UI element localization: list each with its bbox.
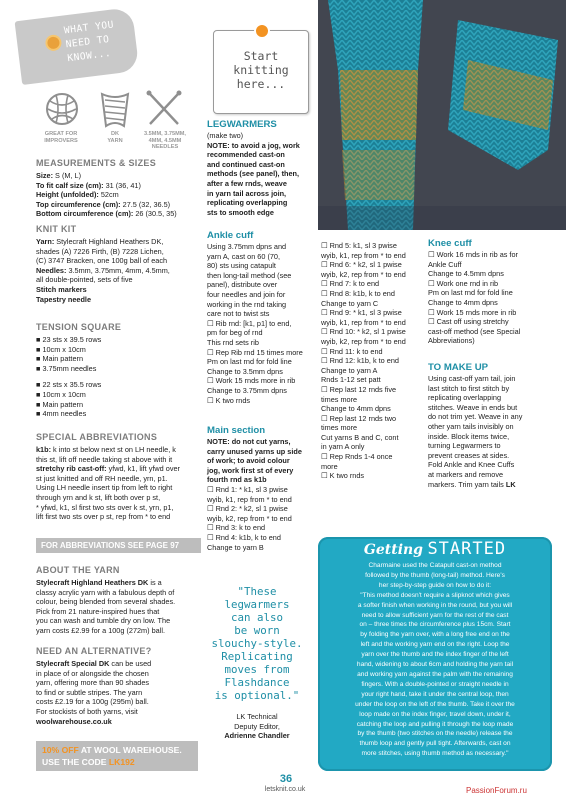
text-line: ☐ Rnd 4: k1b, k to end [207, 532, 281, 542]
text-line: This rnd sets rib [207, 337, 259, 347]
text-line [36, 445, 204, 455]
promo-banner [36, 741, 198, 771]
page-number: 36 [279, 773, 293, 785]
caption-line: DK [110, 131, 120, 137]
text-line: 80) sts using catapult [207, 261, 276, 271]
abbreviations-banner: FOR ABBREVIATIONS SEE PAGE 97 [36, 538, 201, 553]
text-line: ☐ Rep last 12 rnds two [321, 413, 397, 423]
text: markers. Trim yarn tails [428, 479, 504, 489]
text-line: Change to 4mm dpns [428, 297, 498, 307]
main-section-lines [207, 485, 319, 552]
caption-line: YARN [107, 137, 123, 144]
value: Main pattern [42, 354, 83, 364]
tension-item: ■ 4mm needles [36, 409, 87, 419]
text-line [36, 464, 204, 474]
promo-line [42, 756, 198, 768]
caption-line: 4MM, 4.5MM [148, 137, 182, 144]
text-line [36, 578, 204, 588]
section-heading: TENSION SQUARE [36, 322, 122, 332]
text-line: her step-by-step guide on how to do it: [378, 581, 492, 589]
text-line: hand, widening to about 6cm and holding the yarn tail [356, 661, 514, 669]
text-line: wyib, k2, rep from * to end [207, 513, 292, 523]
tension-item: ■ Main pattern [36, 399, 83, 409]
text-line: need to allow sufficient yarn for the rest of the cast [361, 611, 509, 619]
yarn-skein-icon [98, 90, 132, 130]
text-line: Change to 4.5mm dpns [428, 269, 504, 279]
text-line: Charmaine used the Catapult cast-on method [368, 562, 502, 569]
text-line: Pm on last rnd for fold line [428, 288, 513, 298]
value: 4mm needles [42, 409, 87, 419]
text-line: Change to 4mm dpns [321, 404, 391, 414]
note-line: methods (see panel), then, [207, 169, 300, 179]
tension-item: ■ 22 sts x 35.5 rows [36, 380, 102, 390]
label: Top circumference (cm): [36, 199, 121, 209]
section-heading: TO MAKE UP [428, 362, 489, 373]
value: 3.75mm needles [42, 363, 97, 373]
text-line: all double-pointed, sets of five [36, 275, 133, 285]
text-line: Rnds 1-12 set patt [321, 375, 381, 385]
text-line: ☐ Rnd 5: k1, sl 3 pwise [321, 241, 397, 250]
text-line: on – three times the circumference plus 15cm. Start [359, 621, 511, 629]
text-line: wyib, k2, rep from * to end [321, 269, 406, 279]
abbreviations-section [36, 432, 204, 522]
section-heading: MEASUREMENTS & SIZES [36, 158, 157, 168]
quote-line: "These [237, 585, 277, 598]
tag-text [63, 16, 134, 66]
text-line: and working yarn against the palm with the remaining [357, 670, 513, 678]
text-line: Using 3.75mm dpns and [207, 242, 287, 251]
tension-item: ■ 10cm x 10cm [36, 344, 86, 354]
yarn-ball-icon [44, 92, 80, 126]
value: 23 sts x 39.5 rows [42, 335, 102, 344]
ankle-cuff-lines [207, 242, 319, 405]
text-line: catching the loop and pulling it through the loop made [356, 720, 514, 728]
text-line: st just knitted and off RH needle, yrn, p1. [36, 473, 168, 483]
label: To fit calf size (cm): [36, 180, 104, 190]
text-line: yarn costs £2.99 for a 100g (272m) ball. [36, 625, 165, 635]
label: Size: [36, 171, 54, 180]
text-line: prevent creases at sides. [428, 450, 510, 460]
knee-cuff-section [428, 238, 538, 346]
text-line: Using cast-off yarn tail, join [428, 374, 516, 383]
value: 10cm x 10cm [42, 389, 86, 399]
text-line: Change to 3.75mm dpns [207, 385, 287, 395]
text-line: ☐ Rnd 3: k to end [207, 523, 266, 533]
text-line: ☐ Rnd 1: * k1, sl 3 pwise [207, 484, 288, 494]
make-up-lines [428, 374, 540, 489]
tag-line: WHAT YOU [63, 19, 115, 37]
text-line: working in the rnd taking [207, 299, 287, 309]
tag-line: NEED TO [65, 34, 111, 51]
knee-cuff-lines [428, 250, 538, 346]
caption-line: NEEDLES [151, 144, 179, 150]
text-line: at markers and remove [428, 469, 504, 479]
label: Yarn: [36, 237, 55, 246]
text-line: Change to yarn C [321, 298, 379, 308]
text-line: wyib, k1, rep from * to end [207, 494, 292, 504]
quote-attribution [207, 712, 307, 741]
icon-caption [92, 131, 138, 144]
text-line: wyib, k2, rep from * to end [321, 336, 406, 346]
measurement-row [36, 171, 196, 181]
text-line: ☐ Rep Rnds 1-4 once [321, 452, 393, 462]
caption-line: GREAT FOR [44, 131, 78, 137]
text-line: ☐ Work 15 rnds more in rib [428, 307, 517, 317]
main-section [207, 425, 319, 552]
value: 26 (30.5, 35) [133, 209, 177, 219]
icon-caption [136, 131, 194, 151]
start-tag-text [214, 49, 308, 91]
text-line: classy acrylic yarn with a fabulous depth of [36, 587, 175, 597]
text-line: you can wash and tumble dry on low. The [36, 616, 171, 626]
text-line: under the loop on the left of the thumb. Take it over the [355, 700, 515, 708]
tag-line: KNOW... [66, 47, 112, 65]
legwarmers-photo [318, 0, 566, 230]
note-line: NOTE: do not cut yarns, [207, 437, 291, 446]
text-line: in place of or alongside the chosen [36, 668, 149, 678]
bold-term: Stylecraft Special DK [36, 659, 110, 668]
value: 10cm x 10cm [42, 344, 86, 354]
text-line: through yrn and k st, lift both over p st, [36, 492, 161, 502]
getting-started-panel [318, 537, 552, 771]
tension-item: ■ 3.75mm needles [36, 363, 97, 373]
text-line: four needles and join for [207, 289, 286, 299]
alternative-section [36, 646, 204, 726]
text-line: Change to yarn B [207, 542, 264, 552]
label: Needles: [36, 265, 67, 275]
text-line: turning Legwarmers to [428, 441, 501, 451]
text-line: Pick from 21 nature-inspired hues that [36, 606, 160, 616]
text-line: loop made on the index finger, travel down, under it, [359, 710, 511, 718]
value: Main pattern [42, 399, 83, 409]
ankle-cuff-section [207, 230, 319, 405]
text-line: ☐ Rnd 2: * k2, sl 1 pwise [207, 504, 288, 514]
text-line: fingers. With a double-pointed or straight needle in [361, 680, 509, 688]
text-line: other yarn tails invisibly on [428, 421, 514, 431]
value: S (M, L) [53, 171, 82, 180]
text-line: last stitch to first stitch by [428, 383, 510, 393]
attr-name: Adrienne Chandler [224, 731, 290, 741]
section-heading: Main section [207, 425, 266, 436]
measurements-section [36, 158, 196, 219]
quote-line: Replicating [221, 650, 293, 663]
text-line: colour, being blended from several shades. [36, 597, 176, 607]
panel-body [320, 561, 550, 759]
tag-line: here... [236, 77, 286, 91]
panel-title [318, 539, 552, 559]
text-line: ☐ Rnd 10: * k2, sl 1 pwise [321, 327, 406, 337]
text: can be used [109, 659, 152, 668]
text-line: ☐ Rnd 12: k1b, k to end [321, 356, 399, 366]
text-line: your right hand, take it under the central loop, then [361, 690, 509, 698]
text-line [428, 480, 540, 490]
text-line: stitches. Weave in ends but [428, 402, 518, 412]
text-line: ☐ Work 16 rnds in rib as for [428, 250, 518, 259]
tag-line: knitting [233, 63, 289, 77]
measurement-row [36, 200, 196, 210]
text-line: to find or subtle stripes. The yarn [36, 687, 143, 697]
quote-line: is optional." [214, 689, 300, 702]
text-line: ☐ Rnd 9: * k1, sl 3 pwise [321, 308, 402, 318]
about-yarn-section [36, 565, 204, 636]
bold-term: stretchy rib cast-off: [36, 464, 107, 474]
text-line: wyib, k1, rep from * to end [321, 317, 406, 327]
tag-hole [45, 34, 63, 52]
pattern-rounds [321, 241, 426, 481]
text-line [36, 266, 201, 276]
value: 3.5mm, 3.75mm, 4mm, 4.5mm, [66, 265, 170, 275]
text-line: Change to yarn A [321, 365, 378, 375]
value: 22 sts x 35.5 rows [42, 380, 102, 390]
text: yfwd, k1, lift yfwd over [106, 464, 180, 474]
measurement-row [36, 181, 196, 191]
text-line: times more [321, 423, 358, 433]
text-line: Ankle Cuff [428, 259, 462, 269]
measurement-row [36, 209, 196, 219]
text-line: cast-off method (see Special [428, 326, 521, 336]
quote-line: legwarmers [224, 598, 290, 611]
pull-quote [205, 585, 309, 702]
text-line: pm for beg of rnd [207, 328, 263, 338]
measurement-row [36, 190, 196, 200]
bold-term: k1b: [36, 445, 52, 454]
text-line: times more [321, 394, 358, 404]
needles-icon [144, 90, 184, 128]
text-line: ☐ Cast off using stretchy [428, 317, 509, 327]
watermark: PassionForum.ru [466, 786, 527, 795]
text-line: by the thumb (two stitches on the needle) release the [357, 730, 513, 738]
text-line: For stockists of both yarns, visit [36, 706, 138, 716]
text-line: ☐ Rnd 8: k1b, k to end [321, 288, 395, 298]
text-line [36, 659, 204, 669]
text-line: this st, lift off needle taking st above with it [36, 454, 173, 464]
promo-code: LK192 [108, 757, 135, 767]
text-line: care not to twist sts [207, 309, 270, 319]
section-heading: KNIT KIT [36, 224, 77, 234]
text-line: * yfwd, k1, sl first two sts over k st, yrn, p1, [36, 502, 174, 512]
note-line: NOTE: to avoid a jog, work [207, 140, 300, 150]
note-line: sts to smooth edge [207, 207, 274, 217]
text-line: left and the working yarn end on the right. Loop the [360, 641, 510, 649]
section-heading: ABOUT THE YARN [36, 565, 120, 575]
tag-line: Start [243, 49, 279, 63]
note-line: jog, work first st of every [207, 465, 294, 475]
end-mark: LK [505, 479, 516, 489]
section-heading: Knee cuff [428, 238, 472, 249]
need-tag [15, 7, 140, 85]
text-line: Cut yarns B and C, cont [321, 432, 399, 442]
text-line: (C) 3747 Bracken, one 100g ball of each [36, 256, 168, 266]
text-line: Fold Ankle and Knee Cuffs [428, 460, 515, 470]
note-line: carry unused yarns up side [207, 446, 302, 456]
quote-line: slouchy-style. [211, 637, 303, 650]
title-script: Getting [363, 542, 423, 558]
text-line: "This method doesn't require a slipknot which gives [360, 591, 510, 599]
text-line: ☐ Rnd 11: k to end [321, 346, 383, 356]
quote-line: Flashdance [224, 676, 290, 689]
note-line: replicating overlapping [207, 198, 288, 208]
text-line: yarn, offering more than 90 shades [36, 678, 150, 688]
tension-item: ■ 23 sts x 39.5 rows [36, 335, 102, 344]
note-line: recommended cast-on [207, 150, 285, 160]
text-line: yarn A, cast on 60 (70, [207, 251, 281, 261]
quote-line: can also [230, 611, 283, 624]
value: 52cm [98, 190, 119, 200]
text-line: Using LH needle insert tip from left to right [36, 483, 173, 493]
text-line: by folding the yarn over, with a long free end on the [360, 631, 510, 639]
text-line: then long-tail method (see [207, 270, 292, 280]
note-line: after a few rnds, weave [207, 178, 287, 188]
text-line: more stitches, using thumb method as necessary." [361, 750, 509, 758]
promo-highlight: 10% OFF [42, 745, 79, 755]
make-up-section [428, 362, 540, 489]
text-line: ☐ Rnd 7: k to end [321, 279, 380, 289]
label: Height (unfolded): [36, 190, 99, 200]
text-line: wyib, k1, rep from * to end [321, 250, 406, 260]
text-line: Stitch markers [36, 284, 87, 294]
promo-text: USE THE CODE [42, 757, 109, 767]
tag-hole [254, 23, 270, 39]
text-line: ☐ Rep last 12 rnds five [321, 384, 397, 394]
caption-line: 3.5MM, 3.75MM, [144, 131, 186, 137]
text-line: Change to 3.5mm dpns [207, 366, 283, 376]
website-link[interactable]: woolwarehouse.co.uk [36, 716, 112, 726]
value: 27.5 (32, 36.5) [120, 199, 171, 209]
note-line: in yarn tail across join, [207, 188, 287, 198]
knit-kit-section [36, 224, 201, 304]
text-line: shades (A) 7226 Firth, (B) 7228 Lichen, [36, 246, 164, 256]
text-line: Abbreviations) [428, 336, 475, 346]
text-line: a softer finish when working in the round, but you will [357, 601, 513, 609]
value: Stylecraft Highland Heathers DK, [54, 237, 164, 246]
text-line: ☐ Rep Rib rnd 15 times more [207, 347, 303, 357]
text-line: ☐ Work 15 rnds more in rib [207, 376, 296, 386]
section-heading: SPECIAL ABBREVIATIONS [36, 432, 158, 442]
note-line: fourth rnd as k1b [207, 475, 267, 485]
tension-section [36, 322, 196, 419]
section-heading: NEED AN ALTERNATIVE? [36, 646, 152, 656]
text-line: yarn over the thumb and the index finger of the left [361, 651, 509, 659]
text-line: lift first two sts over p st, rep from * to end [36, 512, 171, 522]
text-line: Pm on last rnd for fold line [207, 357, 292, 367]
text-line: ☐ K two rnds [321, 471, 365, 481]
text-line: followed by the thumb (long-tail) method. Here's [365, 571, 505, 579]
title-caps: STARTED [427, 539, 507, 559]
text-line: (make two) [207, 131, 244, 140]
text-line [36, 237, 201, 247]
icon-caption [36, 131, 86, 144]
text-line: ☐ K two rnds [207, 395, 251, 405]
text-line: in yarn A only [321, 442, 365, 452]
promo-line [42, 744, 198, 756]
text-line: costs £2.19 for a 100g (295m) ball. [36, 697, 149, 707]
tension-item: ■ 10cm x 10cm [36, 389, 86, 399]
text-line: thumb loop and gently pull tight. Afterwards, cast on [359, 740, 511, 748]
value: 31 (36, 41) [103, 180, 141, 190]
caption-line: IMPROVERS [44, 137, 78, 144]
quote-line: be worn [234, 624, 280, 637]
quote-line: moves from [224, 663, 290, 676]
section-heading: Ankle cuff [207, 230, 254, 241]
promo-text: AT WOOL WAREHOUSE. [78, 745, 182, 755]
legwarmers-section [207, 119, 317, 217]
col3-lines [321, 241, 426, 481]
text-line: panel), distribute over [207, 280, 278, 290]
text-line: Tapestry needle [36, 294, 92, 304]
attr-line: LK Technical [236, 712, 278, 721]
text-line: ☐ Rib rnd: [k1, p1] to end, [207, 318, 292, 328]
photo-illustration [318, 0, 566, 230]
text-line: ☐ Rnd 6: * k2, sl 1 pwise [321, 260, 402, 270]
tension-item: ■ Main pattern [36, 354, 83, 364]
note-line: of work; to avoid colour [207, 456, 290, 466]
text-line: more [321, 461, 338, 471]
text: is a [148, 578, 162, 587]
text-line: do not trim yet. Weave in any [428, 412, 523, 422]
start-tag [213, 30, 309, 114]
label: Bottom circumference (cm): [36, 209, 134, 219]
text-line: inside. Block items twice, [428, 431, 510, 441]
note-line: and continued cast-on [207, 159, 285, 169]
bold-term: Stylecraft Highland Heathers DK [36, 578, 149, 587]
text-line: replicating overlapping [428, 393, 502, 403]
site-url[interactable]: letsknit.co.uk [264, 786, 306, 793]
attr-line: Deputy Editor, [234, 721, 280, 731]
section-heading: LEGWARMERS [207, 119, 277, 130]
text: k into st below next st on LH needle, k [51, 445, 176, 454]
text-line: ☐ Work one rnd in rib [428, 278, 499, 288]
